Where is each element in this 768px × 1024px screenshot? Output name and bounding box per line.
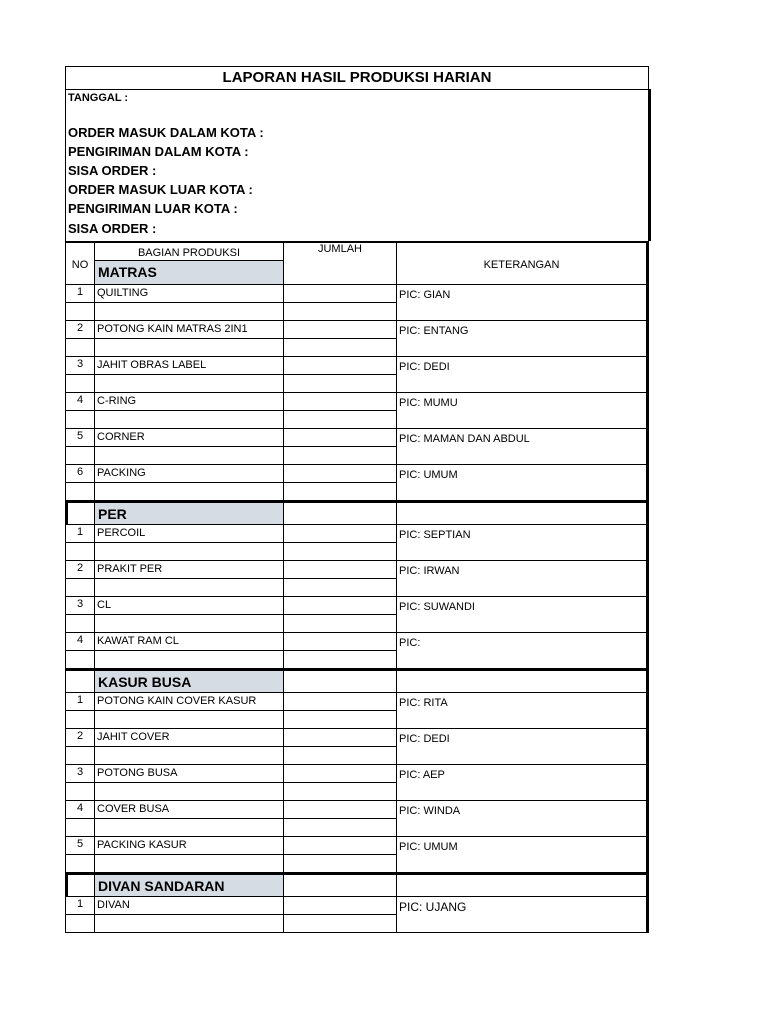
row-no-blank bbox=[65, 303, 94, 321]
row-jumlah bbox=[283, 801, 396, 819]
row-jumlah bbox=[283, 429, 396, 447]
row-jumlah bbox=[283, 525, 396, 543]
section-jumlah-cell bbox=[283, 669, 396, 693]
section-keterangan-cell bbox=[396, 501, 649, 525]
row-keterangan: PIC: UMUM bbox=[396, 837, 649, 873]
row-bagian: CL bbox=[94, 597, 283, 615]
row-jumlah-blank bbox=[283, 711, 396, 729]
row-keterangan: PIC: UMUM bbox=[396, 465, 649, 501]
row-jumlah-blank bbox=[283, 615, 396, 633]
row-keterangan: PIC: bbox=[396, 633, 649, 669]
row-no: 5 bbox=[65, 429, 94, 447]
row-no-blank bbox=[65, 711, 94, 729]
row-no: 2 bbox=[65, 729, 94, 747]
info-sisa-order-luar: SISA ORDER : bbox=[68, 221, 157, 236]
row-bagian: CORNER bbox=[94, 429, 283, 447]
row-keterangan: PIC: AEP bbox=[396, 765, 649, 801]
row-no: 4 bbox=[65, 393, 94, 411]
row-keterangan: PIC: ENTANG bbox=[396, 321, 649, 357]
row-jumlah bbox=[283, 765, 396, 783]
row-keterangan: PIC: DEDI bbox=[396, 357, 649, 393]
row-no-blank bbox=[65, 447, 94, 465]
row-bagian: C-RING bbox=[94, 393, 283, 411]
row-no: 2 bbox=[65, 321, 94, 339]
row-bagian-blank bbox=[94, 483, 283, 501]
row-bagian-blank bbox=[94, 411, 283, 429]
row-bagian-blank bbox=[94, 711, 283, 729]
row-no-blank bbox=[65, 483, 94, 501]
row-bagian: JAHIT OBRAS LABEL bbox=[94, 357, 283, 375]
row-jumlah bbox=[283, 897, 396, 915]
row-jumlah-blank bbox=[283, 855, 396, 873]
row-no-blank bbox=[65, 855, 94, 873]
row-no-blank bbox=[65, 579, 94, 597]
row-bagian-blank bbox=[94, 339, 283, 357]
row-bagian-blank bbox=[94, 615, 283, 633]
row-keterangan: PIC: UJANG bbox=[396, 897, 649, 933]
row-jumlah bbox=[283, 465, 396, 483]
row-bagian: COVER BUSA bbox=[94, 801, 283, 819]
row-jumlah-blank bbox=[283, 783, 396, 801]
row-jumlah bbox=[283, 393, 396, 411]
row-bagian-blank bbox=[94, 651, 283, 669]
row-jumlah-blank bbox=[283, 375, 396, 393]
info-sisa-order-dalam: SISA ORDER : bbox=[68, 163, 157, 178]
row-no-blank bbox=[65, 819, 94, 837]
row-keterangan: PIC: DEDI bbox=[396, 729, 649, 765]
row-keterangan: PIC: IRWAN bbox=[396, 561, 649, 597]
header-jumlah: JUMLAH bbox=[283, 241, 396, 285]
row-bagian: POTONG BUSA bbox=[94, 765, 283, 783]
row-bagian-blank bbox=[94, 747, 283, 765]
row-no-blank bbox=[65, 339, 94, 357]
row-no: 3 bbox=[65, 597, 94, 615]
row-jumlah-blank bbox=[283, 411, 396, 429]
row-bagian: PRAKIT PER bbox=[94, 561, 283, 579]
row-jumlah bbox=[283, 729, 396, 747]
row-bagian-blank bbox=[94, 783, 283, 801]
row-no-blank bbox=[65, 915, 94, 933]
section-no-cell bbox=[65, 873, 94, 897]
info-pengiriman-dalam-kota: PENGIRIMAN DALAM KOTA : bbox=[68, 144, 249, 159]
section-jumlah-cell bbox=[283, 873, 396, 897]
row-keterangan: PIC: RITA bbox=[396, 693, 649, 729]
row-bagian: QUILTING bbox=[94, 285, 283, 303]
row-no-blank bbox=[65, 747, 94, 765]
row-jumlah bbox=[283, 357, 396, 375]
row-bagian: JAHIT COVER bbox=[94, 729, 283, 747]
row-jumlah-blank bbox=[283, 339, 396, 357]
row-bagian: PACKING bbox=[94, 465, 283, 483]
row-jumlah bbox=[283, 561, 396, 579]
row-no: 5 bbox=[65, 837, 94, 855]
row-no: 1 bbox=[65, 285, 94, 303]
row-no-blank bbox=[65, 615, 94, 633]
header-keterangan: KETERANGAN bbox=[396, 241, 649, 285]
info-order-masuk-luar-kota: ORDER MASUK LUAR KOTA : bbox=[68, 182, 253, 197]
row-bagian: POTONG KAIN COVER KASUR bbox=[94, 693, 283, 711]
row-no: 2 bbox=[65, 561, 94, 579]
section-label-divan-sandaran: DIVAN SANDARAN bbox=[94, 873, 283, 897]
row-no: 3 bbox=[65, 357, 94, 375]
row-jumlah bbox=[283, 837, 396, 855]
row-no: 3 bbox=[65, 765, 94, 783]
header-bagian-produksi: BAGIAN PRODUKSI bbox=[94, 241, 283, 261]
section-keterangan-cell bbox=[396, 873, 649, 897]
row-jumlah-blank bbox=[283, 303, 396, 321]
row-bagian: KAWAT RAM CL bbox=[94, 633, 283, 651]
section-label-kasur-busa: KASUR BUSA bbox=[94, 669, 283, 693]
row-bagian-blank bbox=[94, 819, 283, 837]
row-jumlah-blank bbox=[283, 819, 396, 837]
row-no: 1 bbox=[65, 525, 94, 543]
row-keterangan: PIC: MAMAN DAN ABDUL bbox=[396, 429, 649, 465]
section-label-matras: MATRAS bbox=[94, 261, 283, 285]
row-bagian: DIVAN bbox=[94, 897, 283, 915]
row-jumlah-blank bbox=[283, 447, 396, 465]
row-bagian-blank bbox=[94, 915, 283, 933]
row-jumlah bbox=[283, 285, 396, 303]
row-jumlah-blank bbox=[283, 483, 396, 501]
row-no-blank bbox=[65, 783, 94, 801]
row-no-blank bbox=[65, 543, 94, 561]
row-jumlah bbox=[283, 693, 396, 711]
row-bagian-blank bbox=[94, 375, 283, 393]
row-keterangan: PIC: SUWANDI bbox=[396, 597, 649, 633]
row-no-blank bbox=[65, 375, 94, 393]
info-order-masuk-dalam-kota: ORDER MASUK DALAM KOTA : bbox=[68, 125, 264, 140]
info-pengiriman-luar-kota: PENGIRIMAN LUAR KOTA : bbox=[68, 201, 238, 216]
row-no: 4 bbox=[65, 633, 94, 651]
section-jumlah-cell bbox=[283, 501, 396, 525]
row-jumlah-blank bbox=[283, 915, 396, 933]
row-jumlah bbox=[283, 321, 396, 339]
row-no-blank bbox=[65, 651, 94, 669]
row-bagian-blank bbox=[94, 447, 283, 465]
row-jumlah-blank bbox=[283, 747, 396, 765]
tanggal-label: TANGGAL : bbox=[68, 92, 129, 104]
section-no-cell bbox=[65, 501, 94, 525]
header-no: NO bbox=[65, 241, 94, 285]
section-keterangan-cell bbox=[396, 669, 649, 693]
row-bagian: POTONG KAIN MATRAS 2IN1 bbox=[94, 321, 283, 339]
section-label-per: PER bbox=[94, 501, 283, 525]
row-jumlah bbox=[283, 633, 396, 651]
row-bagian: PERCOIL bbox=[94, 525, 283, 543]
row-keterangan: PIC: WINDA bbox=[396, 801, 649, 837]
row-keterangan: PIC: GIAN bbox=[396, 285, 649, 321]
row-jumlah-blank bbox=[283, 579, 396, 597]
row-bagian-blank bbox=[94, 855, 283, 873]
report-title: LAPORAN HASIL PRODUKSI HARIAN bbox=[65, 66, 649, 90]
row-no: 1 bbox=[65, 897, 94, 915]
row-keterangan: PIC: SEPTIAN bbox=[396, 525, 649, 561]
row-no: 1 bbox=[65, 693, 94, 711]
row-no: 4 bbox=[65, 801, 94, 819]
row-jumlah bbox=[283, 597, 396, 615]
report-info-block bbox=[65, 89, 651, 241]
row-bagian-blank bbox=[94, 303, 283, 321]
row-bagian: PACKING KASUR bbox=[94, 837, 283, 855]
section-no-cell bbox=[65, 669, 94, 693]
row-bagian-blank bbox=[94, 579, 283, 597]
row-bagian-blank bbox=[94, 543, 283, 561]
row-keterangan: PIC: MUMU bbox=[396, 393, 649, 429]
row-no: 6 bbox=[65, 465, 94, 483]
row-jumlah-blank bbox=[283, 651, 396, 669]
row-no-blank bbox=[65, 411, 94, 429]
row-jumlah-blank bbox=[283, 543, 396, 561]
